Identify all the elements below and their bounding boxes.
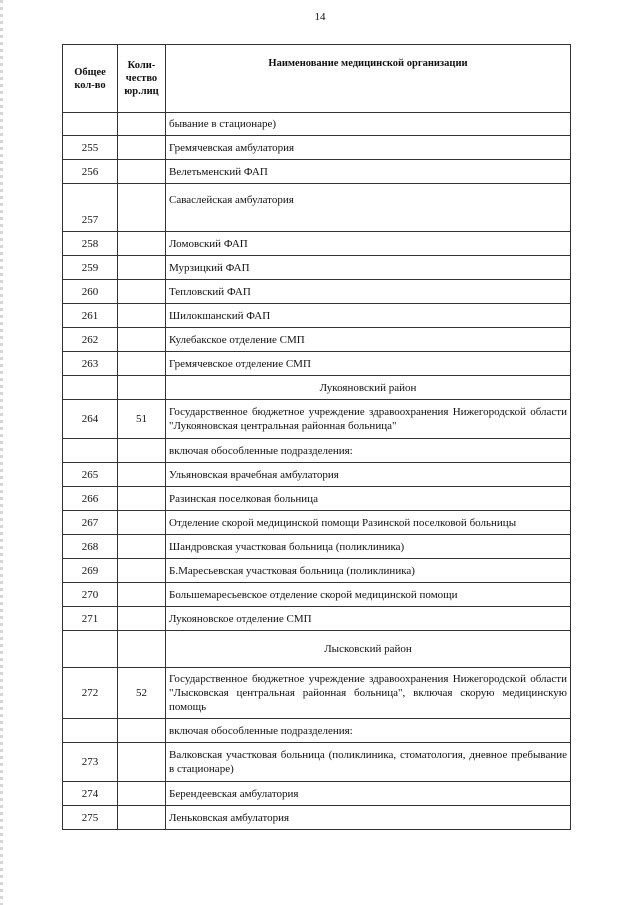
cell-num: 261 [63, 304, 118, 328]
cell-name: Большемаресьевское отделение скорой медицинской помощи [166, 583, 571, 607]
cell-legal [118, 328, 166, 352]
cell-name: Лукояновское отделение СМП [166, 607, 571, 631]
table-row [63, 328, 571, 352]
table-row [63, 782, 571, 806]
cell-name: Валковская участковая больница (поликлиника, стоматология, дневное пребывание в стационаре) [166, 743, 571, 782]
cell-name: Государственное бюджетное учреждение здравоохранения Нижегородской области "Лысковская центральная районная больница", включая скорую медицинскую помощь [166, 668, 571, 719]
table-row [63, 743, 571, 782]
cell-name: Гремячевское отделение СМП [166, 352, 571, 376]
cell-legal [118, 631, 166, 668]
table-row [63, 352, 571, 376]
cell-legal [118, 511, 166, 535]
cell-name: Тепловский ФАП [166, 280, 571, 304]
cell-legal [118, 352, 166, 376]
district-heading: Лысковский район [166, 631, 571, 668]
table-row [63, 719, 571, 743]
cell-legal [118, 487, 166, 511]
cell-name: Кулебакское отделение СМП [166, 328, 571, 352]
cell-name: Государственное бюджетное учреждение здравоохранения Нижегородской области "Лукояновская центральная районная больница" [166, 400, 571, 439]
cell-legal [118, 232, 166, 256]
cell-legal [118, 806, 166, 830]
cell-legal [118, 439, 166, 463]
header-organization: Наименование медицинской организации [166, 45, 571, 113]
cell-num: 256 [63, 160, 118, 184]
cell-legal [118, 280, 166, 304]
cell-legal: 52 [118, 668, 166, 719]
cell-name: бывание в стационаре) [166, 113, 571, 136]
cell-legal [118, 719, 166, 743]
table-row [63, 232, 571, 256]
cell-name: Саваслейская амбулатория [166, 184, 571, 232]
page-number: 14 [314, 11, 326, 23]
cell-legal [118, 256, 166, 280]
table-row [63, 256, 571, 280]
cell-num [63, 719, 118, 743]
cell-num: 275 [63, 806, 118, 830]
table-row [63, 304, 571, 328]
cell-name: включая обособленные подразделения: [166, 439, 571, 463]
cell-name: Разинская поселковая больница [166, 487, 571, 511]
cell-legal [118, 743, 166, 782]
cell-num: 268 [63, 535, 118, 559]
table-row-district-heading [63, 376, 571, 400]
cell-num [63, 439, 118, 463]
cell-legal [118, 607, 166, 631]
scan-edge-artifact [0, 0, 3, 905]
cell-num: 259 [63, 256, 118, 280]
cell-name: Ломовский ФАП [166, 232, 571, 256]
cell-num: 266 [63, 487, 118, 511]
cell-legal [118, 113, 166, 136]
cell-num: 272 [63, 668, 118, 719]
cell-name: Отделение скорой медицинской помощи Разинской поселковой больницы [166, 511, 571, 535]
table-row [63, 607, 571, 631]
cell-legal [118, 559, 166, 583]
cell-legal [118, 160, 166, 184]
table-row [63, 136, 571, 160]
table-header-row [63, 45, 571, 113]
table-row-district-heading [63, 631, 571, 668]
table-row [63, 400, 571, 439]
header-legal-count: Коли-чество юр.лиц [118, 45, 166, 113]
cell-name: Гремячевская амбулатория [166, 136, 571, 160]
cell-num: 260 [63, 280, 118, 304]
cell-name: включая обособленные подразделения: [166, 719, 571, 743]
cell-legal [118, 304, 166, 328]
medical-organizations-table [62, 44, 571, 830]
table-row [63, 806, 571, 830]
table-row [63, 487, 571, 511]
cell-num: 258 [63, 232, 118, 256]
table-row [63, 559, 571, 583]
cell-name: Шилокшанский ФАП [166, 304, 571, 328]
cell-legal: 51 [118, 400, 166, 439]
cell-num: 262 [63, 328, 118, 352]
cell-legal [118, 583, 166, 607]
cell-name: Ульяновская врачебная амбулатория [166, 463, 571, 487]
cell-num: 257 [63, 184, 118, 232]
district-heading: Лукояновский район [166, 376, 571, 400]
cell-num: 255 [63, 136, 118, 160]
table-row-continued [63, 113, 571, 136]
table-row [63, 160, 571, 184]
cell-num: 264 [63, 400, 118, 439]
cell-num [63, 376, 118, 400]
table-row [63, 280, 571, 304]
cell-legal [118, 376, 166, 400]
cell-legal [118, 136, 166, 160]
cell-name: Велетьменский ФАП [166, 160, 571, 184]
cell-num: 273 [63, 743, 118, 782]
table-row [63, 668, 571, 719]
cell-num: 263 [63, 352, 118, 376]
cell-legal [118, 463, 166, 487]
table-row [63, 463, 571, 487]
cell-name: Мурзицкий ФАП [166, 256, 571, 280]
cell-num: 274 [63, 782, 118, 806]
table-row [63, 439, 571, 463]
header-total: Общее кол-во [63, 45, 118, 113]
cell-num: 271 [63, 607, 118, 631]
table-row [63, 184, 571, 232]
cell-name: Шандровская участковая больница (поликлиника) [166, 535, 571, 559]
cell-num: 270 [63, 583, 118, 607]
cell-name: Берендеевская амбулатория [166, 782, 571, 806]
cell-num [63, 113, 118, 136]
cell-name: Б.Маресьевская участковая больница (поликлиника) [166, 559, 571, 583]
cell-legal [118, 782, 166, 806]
cell-legal [118, 535, 166, 559]
table-row [63, 583, 571, 607]
cell-num: 267 [63, 511, 118, 535]
table-row [63, 511, 571, 535]
cell-name: Леньковская амбулатория [166, 806, 571, 830]
cell-num: 269 [63, 559, 118, 583]
cell-num [63, 631, 118, 668]
cell-num: 265 [63, 463, 118, 487]
table-row [63, 535, 571, 559]
cell-legal [118, 184, 166, 232]
